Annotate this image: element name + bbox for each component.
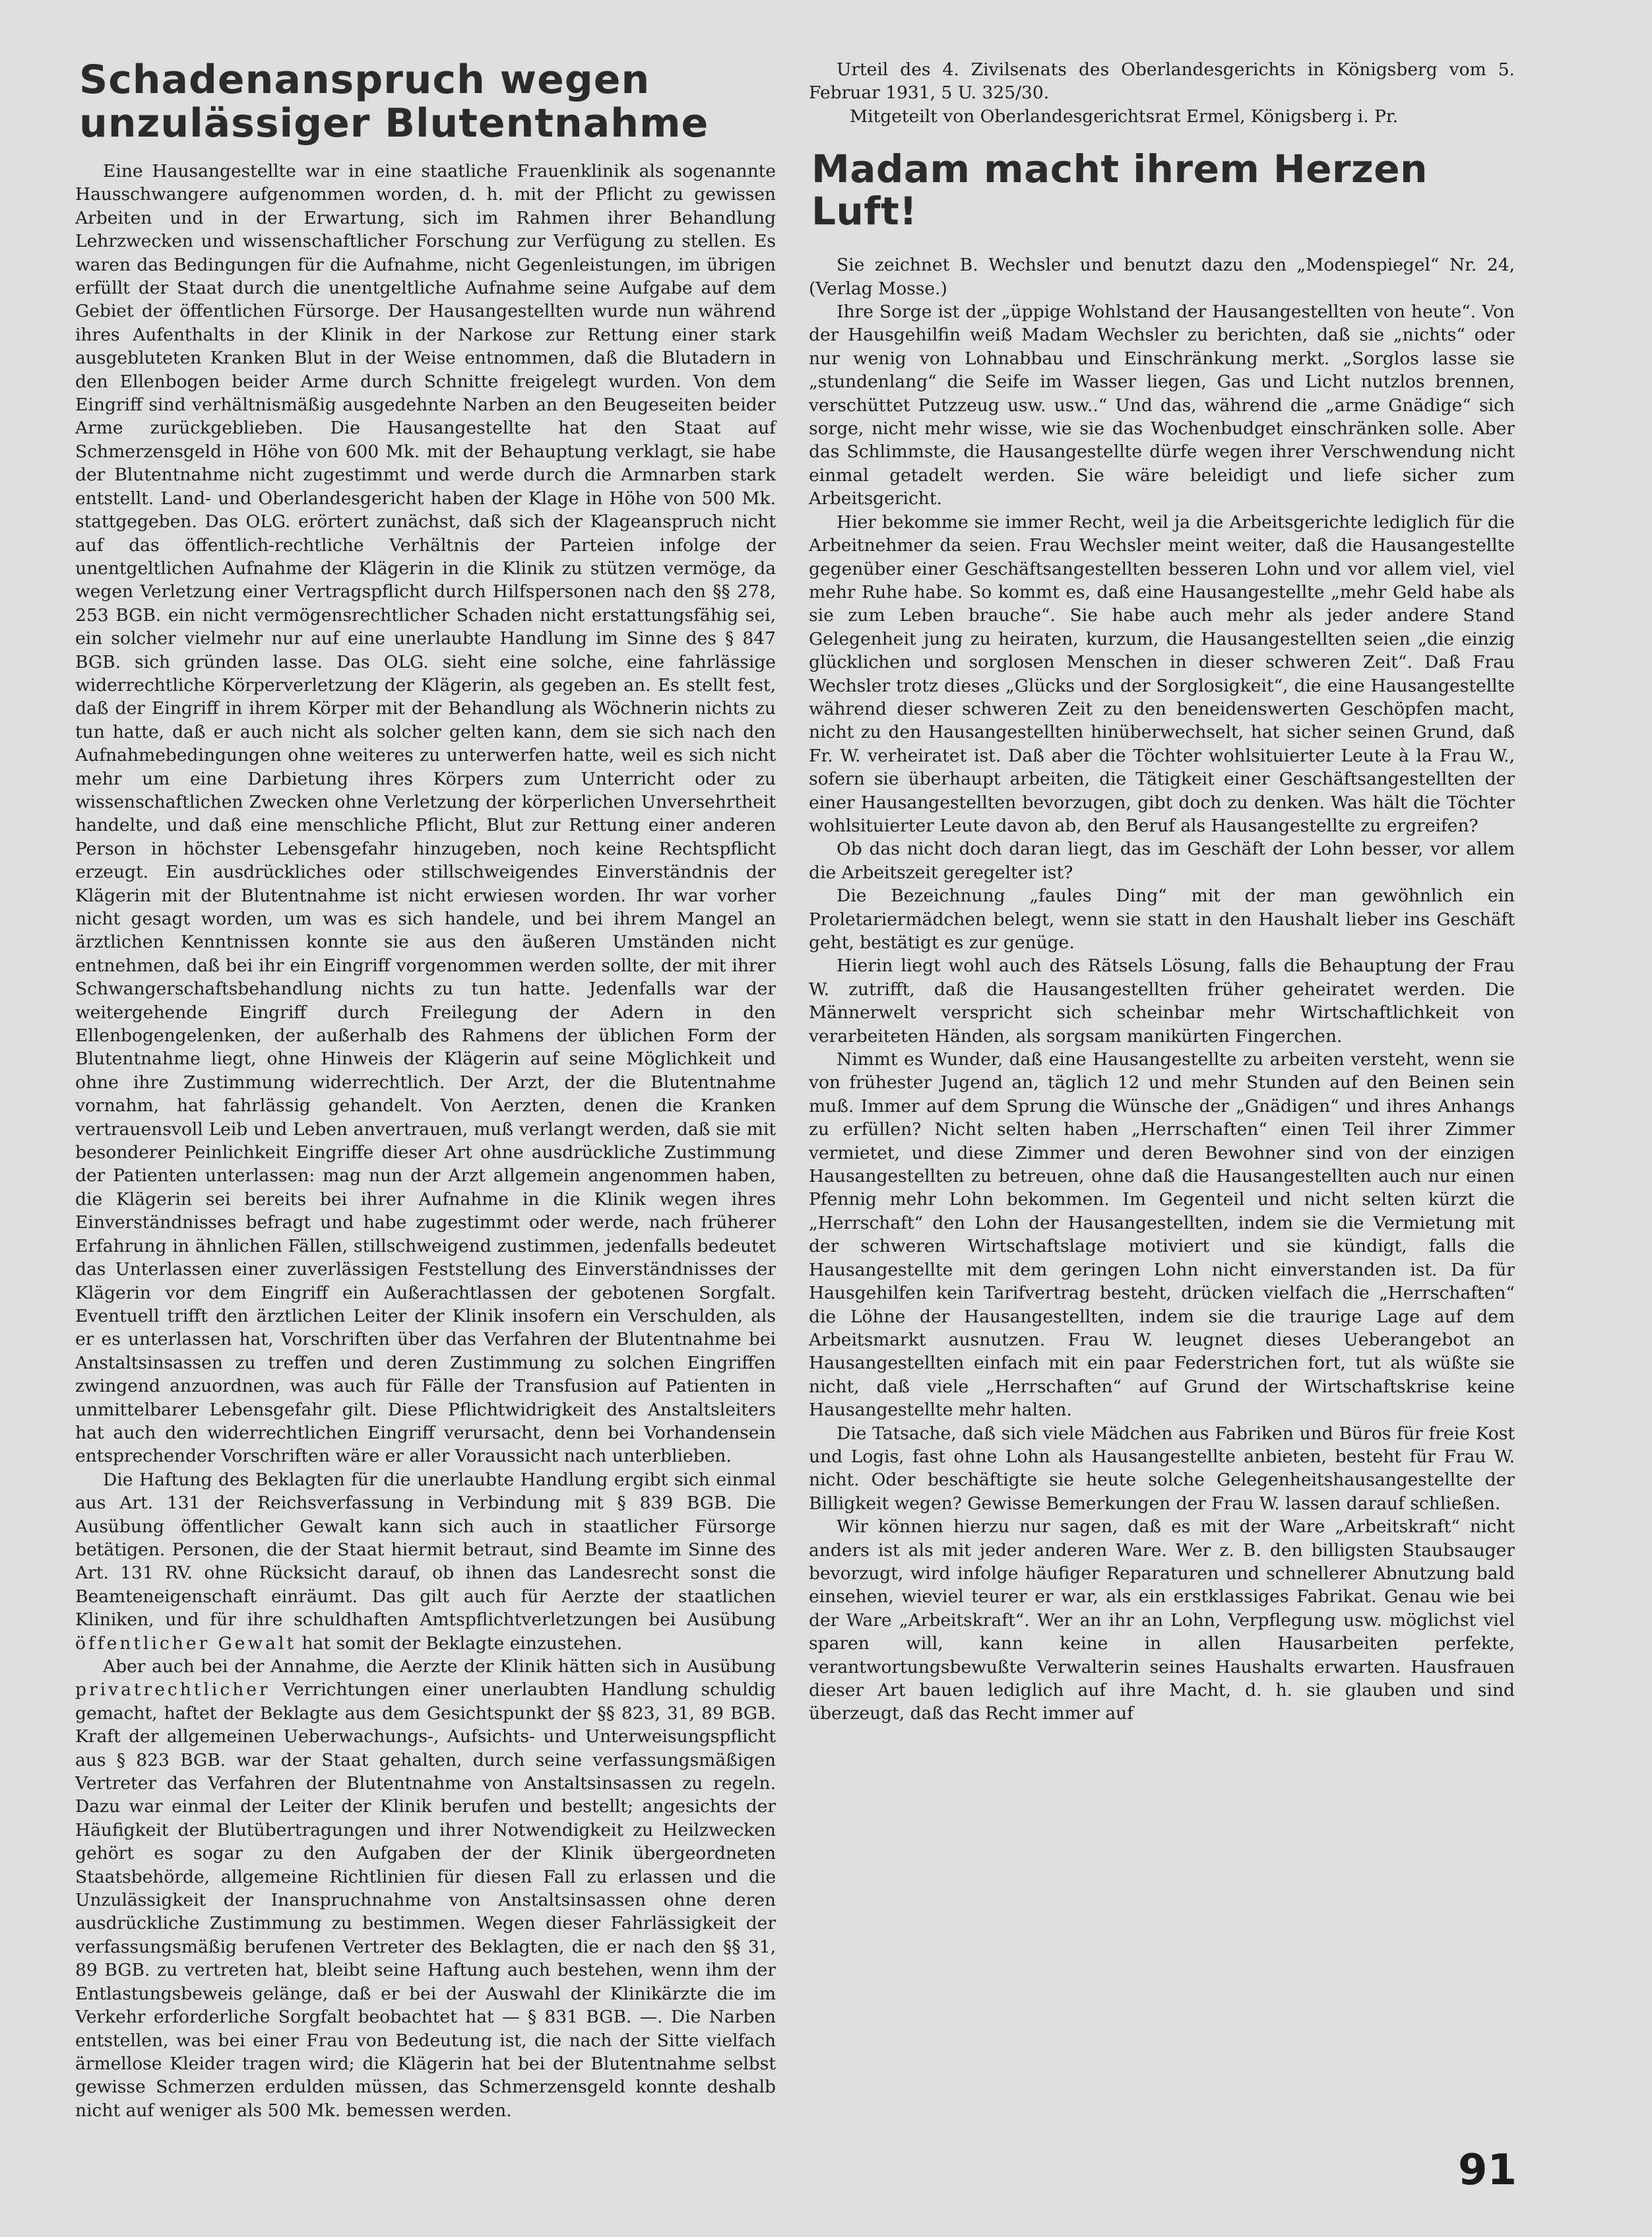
article2-paragraph-7: Nimmt es Wunder, daß eine Hausangestellte zu arbeiten versteht, wenn sie von frühester Jugend an, täglich 12 und mehr Stunden auf den Beinen sein muß. Immer auf dem Sprung die Wünsche der „Gnädigen“ und ihres Anhangs zu erfüllen? Nicht selten haben „Herrschaften“ einen Teil ihrer Zimmer vermietet, und diese Zimmer und deren Bewohner sind von der einzigen Hausangestellten zu betreuen, ohne daß die Hausangestellten auch nur einen Pfennig mehr Lohn bekommen. Im Gegenteil und nicht selten kürzt die „Herrschaft“ den Lohn der Hausangestellten, indem sie die Vermietung mit der schweren Wirtschaftslage motiviert und sie kündigt, falls die Hausangestellte mit dem geringen Lohn nicht einverstanden ist. Da für Hausgehilfen kein Tarifvertrag besteht, drücken vielfach die „Herrschaften“ die Löhne der Hausangestellten, indem sie die traurige Lage auf dem Arbeitsmarkt ausnutzen. Frau W. leugnet dieses Ueberangebot an Hausangestellten einfach mit ein paar Federstrichen fort, tut als wüßte sie nicht, daß viele „Herrschaften“ auf Grund der Wirtschaftskrise keine Hausangestellte mehr halten. bbox=[809, 1049, 1515, 1421]
article2-paragraph-3: Hier bekomme sie immer Recht, weil ja die Arbeitsgerichte lediglich für die Arbeitnehmer da seien. Frau Wechsler meint weiter, daß die Hausangestellte gegenüber einer Geschäftsangestellten besseren Lohn und vor allem viel, viel mehr Ruhe habe. So kommt es, daß eine Hausangestellte „mehr Geld habe als sie zum Leben brauche“. Sie habe auch mehr als jeder andere Stand Gelegenheit jung zu heiraten, kurzum, die Hausangestellten seien „die einzig glücklichen und sorglosen Menschen in dieser schweren Zeit“. Daß Frau Wechsler trotz dieses „Glücks und der Sorglosigkeit“, die eine Hausangestellte während dieser schweren Zeit zu den beneidenswerten Geschöpfen macht, nicht zu den Hausangestellten hinüberwechselt, hat sicher seinen Grund, daß Fr. W. verheiratet ist. Daß aber die Töchter wohlsituierter Leute à la Frau W., sofern sie überhaupt arbeiten, die Tätigkeit einer Geschäftsangestellten der einer Hausangestellten bevorzugen, gibt doch zu denken. Was hält die Töchter wohlsituierter Leute davon ab, den Beruf als Hausangestellte zu ergreifen? bbox=[809, 511, 1515, 836]
article-headline-madam: Madam macht ihrem Herzen Luft! bbox=[811, 146, 1428, 234]
left-column bbox=[75, 46, 776, 2122]
article2-paragraph-5: Die Bezeichnung „faules Ding“ mit der man gewöhnlich ein Proletariermädchen belegt, wenn sie statt in den Haushalt lieber ins Geschäft geht, bestätigt es zur genüge. bbox=[809, 886, 1515, 953]
article1-paragraph-3-text-a: Aber auch bei der Annahme, die Aerzte der Klinik hätten sich in Ausübung bbox=[103, 1656, 776, 1677]
headline-line-2: unzulässiger Blutentnahme bbox=[79, 100, 709, 146]
article1-credit: Mitgeteilt von Oberlandesgerichtsrat Ermel, Königsberg i. Pr. bbox=[850, 106, 1399, 127]
article2-paragraph-1: Sie zeichnet B. Wechsler und benutzt dazu den „Modenspiegel“ Nr. 24, (Verlag Mosse.) bbox=[809, 255, 1515, 299]
article1-paragraph-3-emphasis: privatrechtlicher bbox=[75, 1679, 270, 1701]
right-column bbox=[809, 54, 1515, 1726]
article2-paragraph-2: Ihre Sorge ist der „üppige Wohlstand der Hausangestellten von heute“. Von der Hausgehilfin weiß Madam Wechsler zu berichten, daß sie „nichts“ oder nur wenig von Lohnabbau und Einschränkung merkt. „Sorglos lasse sie „stundenlang“ die Seife im Wasser liegen, Gas und Licht nutzlos brennen, verschüttet Putzzeug usw. usw..“ Und das, während die „arme Gnädige“ sich sorge, nicht mehr wisse, wie sie das Wochenbudget einschränken solle. Aber das Schlimmste, die Hausangestellte dürfe wegen ihrer Verschwendung nicht einmal getadelt werden. Sie wäre beleidigt und liefe sicher zum Arbeitsgericht. bbox=[809, 302, 1515, 509]
article1-paragraph-2-text-a: Die Haftung des Beklagten für die unerlaubte Handlung ergibt sich einmal aus Art. 131 der Reichsverfassung in Verbindung mit § 839 BGB. Die Ausübung öffentlicher Gewalt kann sich auch in staatlicher Fürsorge betätigen. Personen, die der Staat hiermit betraut, sind Beamte im Sinne des Art. 131 RV. ohne Rücksicht darauf, ob ihnen das Landesrecht sonst die Beamteneigenschaft einräumt. Das gilt auch für Aerzte der staatlichen Kliniken, und für ihre schuldhaften Amtspflichtverletzungen bei Ausübung bbox=[75, 1469, 776, 1631]
article1-paragraph-3 bbox=[75, 1655, 776, 2122]
article2-paragraph-8: Die Tatsache, daß sich viele Mädchen aus Fabriken und Büros für freie Kost und Logis, fast ohne Lohn als Hausangestellte anbieten, besteht für Frau W. nicht. Oder beschäftigte sie heute solche Gelegenheitshausangestellte der Billigkeit wegen? Gewisse Bemerkungen der Frau W. lassen darauf schließen. bbox=[809, 1423, 1515, 1514]
article2-paragraph-4: Ob das nicht doch daran liegt, das im Geschäft der Lohn besser, vor allem die Arbeitszeit geregelter ist? bbox=[809, 839, 1515, 883]
article1-paragraph-1: Eine Hausangestellte war in eine staatliche Frauenklinik als sogenannte Hausschwangere aufgenommen worden, d. h. mit der Pflicht zu gewissen Arbeiten und in der Erwartung, sich im Rahmen ihrer Behandlung Lehrzwecken und wissenschaftlicher Forschung zur Verfügung zu stellen. Es waren das Bedingungen für die Aufnahme, nicht Gegenleistungen, im übrigen erfüllt der Staat durch die unentgeltliche Aufnahme seine Aufgabe auf dem Gebiet der öffentlichen Fürsorge. Der Hausangestellten wurde nun während ihres Aufenthalts in der Klinik in der Narkose zur Rettung einer stark ausgebluteten Kranken Blut in der Weise entnommen, daß die Blutadern in den Ellenbogen beider Arme durch Schnitte freigelegt wurden. Von dem Eingriff sind verhältnismäßig ausgedehnte Narben an den Beugeseiten beider Arme zurückgeblieben. Die Hausangestellte hat den Staat auf Schmerzensgeld in Höhe von 600 Mk. mit der Behauptung verklagt, sie habe der Blutentnahme nicht zugestimmt und werde durch die Armnarben stark entstellt. Land- und Oberlandesgericht haben der Klage in Höhe von 500 Mk. stattgegeben. Das OLG. erörtert zunächst, daß sich der Klageanspruch nicht auf das öffentlich-rechtliche Verhältnis der Parteien infolge der unentgeltlichen Aufnahme der Klägerin in die Klinik zu stützen vermöge, da wegen Verletzung einer Vertragspflicht durch Hilfspersonen nach den §§ 278, 253 BGB. ein nicht vermögensrechtlicher Schaden nicht erstattungsfähig sei, ein solcher vielmehr nur auf eine unerlaubte Handlung im Sinne des § 847 BGB. sich gründen lasse. Das OLG. sieht eine solche, eine fahrlässige widerrechtliche Körperverletzung der Klägerin, als gegeben an. Es stellt fest, daß der Eingriff in ihrem Körper mit der Behandlung als Wöchnerin nichts zu tun hatte, daß er auch nicht als solcher gelten kann, dem sie sich nach den Aufnahmebedingungen ohne weiteres zu unterwerfen hatte, weil es sich nicht mehr um eine Darbietung ihres Körpers zum Unterricht oder zu wissenschaftlichen Zwecken ohne Verletzung der körperlichen Unversehrtheit handelte, und daß eine menschliche Pflicht, Blut zur Rettung einer anderen Person in höchster Lebensgefahr hinzugeben, noch keine Rechtspflicht erzeugt. Ein ausdrückliches oder stillschweigendes Einverständnis der Klägerin mit der Blutentnahme ist nicht erwiesen worden. Ihr war vorher nicht gesagt worden, um was es sich handele, und bei ihrem Mangel an ärztlichen Kenntnissen konnte sie aus den äußeren Umständen nicht entnehmen, daß bei ihr ein Eingriff vorgenommen werden sollte, der mit ihrer Schwangerschaftsbehandlung nichts zu tun hatte. Jedenfalls war der weitergehende Eingriff durch Freilegung der Adern in den Ellenbogengelenken, der außerhalb des Rahmens der üblichen Form der Blutentnahme liegt, ohne Hinweis der Klägerin auf seine Möglichkeit und ohne ihre Zustimmung widerrechtlich. Der Arzt, der die Blutentnahme vornahm, hat fahrlässig gehandelt. Von Aerzten, denen die Kranken vertrauensvoll Leib und Leben anvertrauen, muß verlangt werden, daß sie mit besonderer Peinlichkeit Eingriffe dieser Art ohne ausdrückliche Zustimmung der Patienten unterlassen: mag nun der Arzt allgemein angenommen haben, die Klägerin sei bereits bei ihrer Aufnahme in die Klinik wegen ihres Einverständnisses befragt und habe zugestimmt oder werde, nach früherer Erfahrung in ähnlichen Fällen, stillschweigend zustimmen, jedenfalls bedeutet das Unterlassen einer zuverlässigen Feststellung des Einverständnisses der Klägerin vor dem Eingriff ein Außerachtlassen der gebotenen Sorgfalt. Eventuell trifft den ärztlichen Leiter der Klinik insofern ein Verschulden, als er es unterlassen hat, Vorschriften über das Verfahren der Blutentnahme bei Anstaltsinsassen zu treffen und deren Zustimmung zu solchen Eingriffen zwingend anzuordnen, was auch für Fälle der Transfusion auf Patienten in unmittelbarer Lebensgefahr gilt. Diese Pflichtwidrigkeit des Anstaltsleiters hat auch den widerrechtlichen Eingriff verursacht, denn bei Vorhandensein entsprechender Vorschriften wäre er aller Voraussicht nach unterblieben. bbox=[75, 161, 776, 1467]
page-number: 91 bbox=[1458, 2146, 1517, 2195]
article1-paragraph-2 bbox=[75, 1468, 776, 1655]
article2-paragraph-6: Hierin liegt wohl auch des Rätsels Lösung, falls die Behauptung der Frau W. zutrifft, daß die Hausangestellten früher geheiratet werden. Die Männerwelt verspricht sich scheinbar mehr Wirtschaftlichkeit von verarbeiteten Händen, als sorgsam manikürten Fingerchen. bbox=[809, 956, 1515, 1047]
headline-line-1: Schadenanspruch wegen bbox=[79, 57, 651, 103]
article1-paragraph-3-text-b: Verrichtungen einer unerlaubten Handlung schuldig gemacht, haftet der Beklagte aus dem Gesichtspunkt der §§ 823, 31, 89 BGB. Kraft der allgemeinen Ueberwachungs-, Aufsichts- und Unterweisungspflicht aus § 823 BGB. war der Staat gehalten, durch seine verfassungsmäßigen Vertreter das Verfahren der Blutentnahme von Anstaltsinsassen zu regeln. Dazu war einmal der Leiter der Klinik berufen und bestellt; angesichts der Häufigkeit der Blutübertragungen und ihrer Notwendigkeit zu Heilzwecken gehört es sogar zu den Aufgaben der der Klinik übergeordneten Staatsbehörde, allgemeine Richtlinien für diesen Fall zu erlassen und die Unzulässigkeit der Inanspruchnahme von Anstaltsinsassen ohne deren ausdrückliche Zustimmung zu bestimmen. Wegen dieser Fahrlässigkeit der verfassungsmäßig berufenen Vertreter des Beklagten, die er nach den §§ 31, 89 BGB. zu vertreten hat, bleibt seine Haftung auch bestehen, wenn ihm der Entlastungsbeweis gelänge, daß er bei der Auswahl der Klinikärzte die im Verkehr erforderliche Sorgfalt beobachtet hat — § 831 BGB. —. Die Narben entstellen, was bei einer Frau von Bedeutung ist, die nach der Sitte vielfach ärmellose Kleider tragen wird; die Klägerin hat bei der Blutentnahme selbst gewisse Schmerzen erdulden müssen, das Schmerzensgeld konnte deshalb nicht auf weniger als 500 Mk. bemessen werden. bbox=[75, 1679, 776, 2121]
article1-paragraph-2-emphasis: öffentlicher Gewalt bbox=[75, 1633, 297, 1654]
article1-paragraph-2-text-b: hat somit der Beklagte einzustehen. bbox=[302, 1633, 623, 1654]
article2-paragraph-9: Wir können hierzu nur sagen, daß es mit der Ware „Arbeitskraft“ nicht anders ist als mit jeder anderen Ware. Wer z. B. den billigsten Staubsauger bevorzugt, wird infolge häufiger Reparaturen und schnellerer Abnutzung bald einsehen, wieviel teurer er war, als ein erstklassiges Fabrikat. Genau wie bei der Ware „Arbeitskraft“. Wer an ihr an Lohn, Verpflegung usw. möglichst viel sparen will, kann keine in allen Hausarbeiten perfekte, verantwortungsbewußte Verwalterin seines Haushalts erwarten. Hausfrauen dieser Art bauen lediglich auf ihre Macht, d. h. sie glauben und sind überzeugt, daß das Recht immer auf bbox=[809, 1516, 1515, 1724]
article-headline-blood-withdrawal bbox=[79, 58, 776, 145]
article1-verdict-citation: Urteil des 4. Zivilsenats des Oberlandesgerichts in Königsberg vom 5. Februar 1931, 5 U. 325/30. bbox=[809, 59, 1515, 104]
